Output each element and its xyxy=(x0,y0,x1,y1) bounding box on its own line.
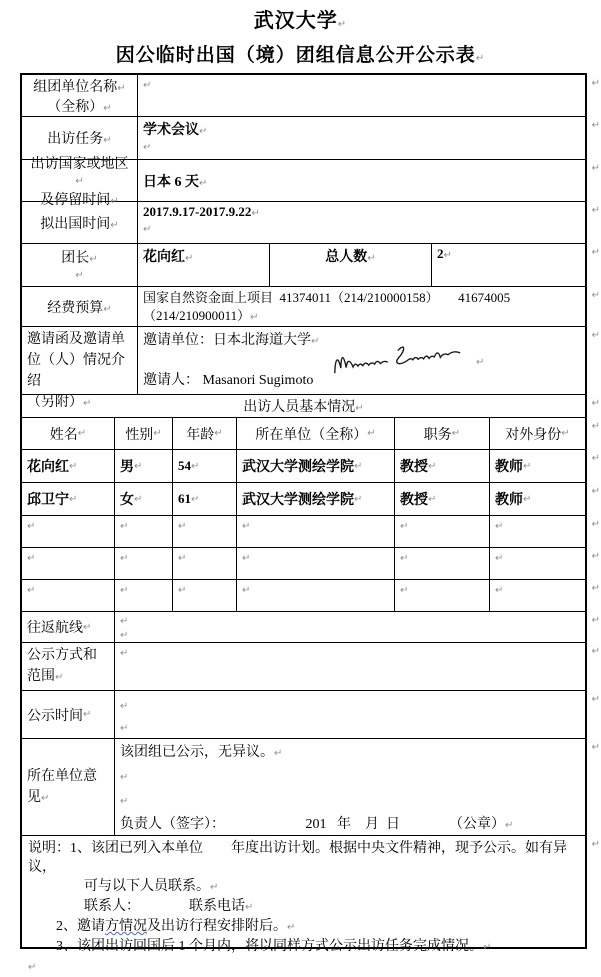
paragraph-mark: ↵ xyxy=(55,672,64,683)
paragraph-mark: ↵ xyxy=(483,942,492,953)
col-header-age xyxy=(173,418,237,449)
departure-date-value: 2017.9.17-2017.9.22 xyxy=(143,204,252,219)
col-header-unit xyxy=(237,418,395,449)
paragraph-mark: ↵ xyxy=(523,493,532,505)
person-name: 花向红 xyxy=(27,460,69,475)
value-publicity-time xyxy=(115,691,585,738)
label-text: 拟出国时间 xyxy=(40,216,111,232)
person-identity: 教师 xyxy=(495,493,523,508)
label-line1: 出访国家或地区 xyxy=(30,156,129,172)
paragraph-mark: ↵ xyxy=(89,254,98,265)
paragraph-mark: ↵ xyxy=(242,553,251,564)
paragraph-mark: ↵ xyxy=(117,82,126,94)
cell-empty xyxy=(173,580,237,611)
col-header-identity xyxy=(490,418,585,449)
paragraph-mark: ↵ xyxy=(110,195,119,207)
label-unit-opinion xyxy=(22,739,115,835)
notes-text-4c: 及出访行程安排附后。 xyxy=(147,919,287,934)
paragraph-mark: ↵ xyxy=(103,135,112,146)
row-leader xyxy=(22,244,600,287)
person-gender: 男 xyxy=(120,460,134,475)
paragraph-mark: ↵ xyxy=(355,403,364,414)
cell-empty xyxy=(237,580,395,611)
notes-line-4 xyxy=(28,917,579,937)
university-title: 武汉大学 xyxy=(253,10,338,32)
label-line2: 位（人）情况介绍 xyxy=(27,353,125,389)
label-line1: 所在单位意 xyxy=(27,768,97,784)
paragraph-mark: ↵ xyxy=(495,553,504,564)
row-end-mark: ↵ xyxy=(591,247,600,258)
personnel-header-row xyxy=(22,418,600,450)
paragraph-mark: ↵ xyxy=(77,428,87,439)
value-group-unit-name xyxy=(138,75,585,116)
paragraph-mark: ↵ xyxy=(242,585,251,596)
row-end-mark: ↵ xyxy=(591,519,600,530)
col-header-name xyxy=(22,418,115,449)
cell-position xyxy=(395,483,490,515)
notes-text-2: 可与以下人员联系。 xyxy=(84,879,210,894)
paragraph-mark: ↵ xyxy=(428,493,437,505)
paragraph-mark: ↵ xyxy=(134,493,143,505)
paragraph-mark: ↵ xyxy=(178,521,187,532)
notes-line-3 xyxy=(28,897,579,917)
row-end-mark: ↵ xyxy=(591,205,600,216)
paragraph-mark: ↵ xyxy=(110,219,119,231)
label-budget xyxy=(22,287,138,326)
cell-empty xyxy=(237,516,395,547)
paragraph-mark: ↵ xyxy=(443,250,452,261)
cell-empty xyxy=(115,516,173,547)
cell-empty xyxy=(395,580,490,611)
cell-unit xyxy=(237,450,395,482)
person-unit: 武汉大学测绘学院 xyxy=(242,460,354,475)
paragraph-mark: ↵ xyxy=(354,460,363,472)
label-line1: 组团单位名称 xyxy=(33,79,118,95)
label-text: 公示时间 xyxy=(27,708,83,724)
paragraph-mark: ↵ xyxy=(27,585,36,596)
value-leader-name xyxy=(138,244,270,286)
inviter-org: 邀请单位：日本北海道大学 xyxy=(143,333,311,348)
cell-empty xyxy=(237,548,395,579)
paragraph-mark: ↵ xyxy=(75,270,84,281)
paragraph-mark: ↵ xyxy=(245,902,254,913)
paragraph-mark: ↵ xyxy=(120,723,129,734)
row-budget xyxy=(22,287,600,327)
header-text: 职务 xyxy=(423,427,452,443)
leader-name: 花向红 xyxy=(143,250,185,265)
paragraph-mark: ↵ xyxy=(27,521,36,532)
notes-text-4a: 2、邀请 xyxy=(56,919,105,934)
paragraph-mark: ↵ xyxy=(120,585,129,596)
label-line2: （全称） xyxy=(47,99,104,115)
cell-empty xyxy=(490,580,585,611)
value-invitation xyxy=(138,327,585,394)
label-publicity-method xyxy=(22,643,115,690)
paragraph-mark: ↵ xyxy=(69,460,78,472)
row-end-mark: ↵ xyxy=(591,839,600,850)
label-publicity-time xyxy=(22,691,115,738)
row-end-mark: ↵ xyxy=(591,742,600,753)
paragraph-mark: ↵ xyxy=(242,521,251,532)
paragraph-mark: ↵ xyxy=(311,336,320,347)
inviter-person: 邀请人： Masanori Sugimoto xyxy=(143,373,314,388)
paragraph-mark: ↵ xyxy=(337,19,348,30)
budget-text2: （214/210900011） xyxy=(143,308,251,323)
paragraph-mark: ↵ xyxy=(178,553,187,564)
person-gender: 女 xyxy=(120,493,134,508)
destination-value: 日本 6 天 xyxy=(143,174,199,190)
paragraph-mark: ↵ xyxy=(191,460,200,472)
row-personnel-section-title xyxy=(22,395,600,418)
section-title-text: 出访人员基本情况 xyxy=(243,400,356,415)
paragraph-mark: ↵ xyxy=(451,428,461,439)
label-destination xyxy=(22,156,138,208)
row-end-mark: ↵ xyxy=(591,120,600,131)
total-count-label: 总人数 xyxy=(325,250,368,265)
cell-empty xyxy=(22,548,115,579)
budget-line2 xyxy=(143,307,580,327)
paragraph-mark: ↵ xyxy=(199,126,208,137)
paragraph-mark: ↵ xyxy=(27,553,36,564)
notes-text-1: 说明：1、该团已列入本单位 年度出访计划。根据中央文件精神，现予公示。如有异议， xyxy=(28,841,567,875)
value-departure-date xyxy=(138,202,585,243)
person-identity: 教师 xyxy=(495,460,523,475)
label-leader xyxy=(22,244,138,286)
opinion-text: 该团组已公示，无异议。 xyxy=(120,745,274,760)
header-text: 对外身份 xyxy=(505,427,562,443)
paragraph-mark: ↵ xyxy=(523,460,532,472)
paragraph-mark: ↵ xyxy=(143,224,152,235)
paragraph-mark: ↵ xyxy=(287,922,296,933)
cell-gender xyxy=(115,450,173,482)
row-end-mark: ↵ xyxy=(591,646,600,657)
row-end-mark: ↵ xyxy=(591,78,600,89)
row-end-mark: ↵ xyxy=(591,583,600,594)
paragraph-mark: ↵ xyxy=(400,585,409,596)
notes-line-2 xyxy=(28,877,579,897)
cell-age xyxy=(173,483,237,515)
row-unit-opinion xyxy=(22,739,600,836)
person-unit: 武汉大学测绘学院 xyxy=(242,493,354,508)
value-route xyxy=(115,612,585,642)
paragraph-mark: ↵ xyxy=(561,428,570,439)
cell-gender xyxy=(115,483,173,515)
cell-empty xyxy=(395,516,490,547)
paragraph-mark: ↵ xyxy=(354,493,363,505)
header-text: 性别 xyxy=(125,427,154,443)
row-publicity-time xyxy=(22,691,600,739)
notes-line-6 xyxy=(28,957,579,977)
paragraph-mark: ↵ xyxy=(178,585,187,596)
notes-text-4b-spellcheck: 方情况 xyxy=(105,919,147,934)
label-group-unit-name xyxy=(22,75,138,116)
paragraph-mark: ↵ xyxy=(83,398,92,409)
paragraph-mark: ↵ xyxy=(475,53,486,64)
cell-unit xyxy=(237,483,395,515)
row-end-mark: ↵ xyxy=(591,694,600,705)
paragraph-mark: ↵ xyxy=(367,253,376,264)
label-route xyxy=(22,612,115,642)
person-name: 邱卫宁 xyxy=(27,493,69,508)
notes-text-5: 3、该团出访回国后 1 个月内，将以同样方式公示出访任务完成情况。 xyxy=(56,939,483,954)
signer-text: 负责人（签字）： 201 年 月 日 （公章） xyxy=(120,817,505,832)
label-text: 出访任务 xyxy=(47,132,104,147)
label-line1: 公示方式和 xyxy=(27,648,97,663)
paragraph-mark: ↵ xyxy=(251,208,260,219)
row-end-mark: ↵ xyxy=(591,290,600,301)
value-publicity-method xyxy=(115,643,585,690)
paragraph-mark: ↵ xyxy=(199,177,208,189)
paragraph-mark: ↵ xyxy=(191,493,200,505)
paragraph-mark: ↵ xyxy=(210,882,219,893)
paragraph-mark: ↵ xyxy=(120,521,129,532)
paragraph-mark: ↵ xyxy=(69,493,78,505)
notes-line-5 xyxy=(28,937,579,957)
signer-line xyxy=(120,813,580,837)
form-title-text: 因公临时出国（境）团组信息公开公示表 xyxy=(115,45,476,66)
label-line2: 见 xyxy=(27,789,41,805)
cell-empty xyxy=(173,516,237,547)
cell-empty xyxy=(490,516,585,547)
paragraph-mark: ↵ xyxy=(400,553,409,564)
paragraph-mark: ↵ xyxy=(120,796,129,807)
label-total-count xyxy=(270,244,432,286)
budget-text1: 国家自然资金面上项目 41374011（214/210000158） 41674005 xyxy=(143,290,511,305)
paragraph-mark: ↵ xyxy=(143,142,152,153)
row-route xyxy=(22,612,600,643)
opinion-line xyxy=(120,741,580,765)
paragraph-mark: ↵ xyxy=(41,792,50,804)
value-total-count xyxy=(432,244,585,286)
paragraph-mark: ↵ xyxy=(83,709,92,720)
header-text: 姓名 xyxy=(49,427,78,443)
value-budget xyxy=(138,287,585,326)
cell-empty xyxy=(395,548,490,579)
value-unit-opinion xyxy=(115,739,585,835)
paragraph-mark: ↵ xyxy=(476,357,485,368)
paragraph-mark: ↵ xyxy=(103,303,112,315)
paragraph-mark: ↵ xyxy=(120,630,129,641)
paragraph-mark: ↵ xyxy=(143,80,152,91)
paragraph-mark: ↵ xyxy=(428,460,437,472)
cell-empty xyxy=(115,580,173,611)
cell-empty xyxy=(22,516,115,547)
budget-line1 xyxy=(143,289,580,307)
paragraph-mark: ↵ xyxy=(367,428,376,439)
paragraph-mark: ↵ xyxy=(505,820,514,831)
paragraph-mark: ↵ xyxy=(185,253,194,264)
person-age: 61 xyxy=(178,491,191,506)
paragraph-mark: ↵ xyxy=(274,748,283,759)
paragraph-mark: ↵ xyxy=(120,701,129,712)
row-notes xyxy=(22,836,600,973)
paragraph-mark: ↵ xyxy=(83,621,92,633)
person-age: 54 xyxy=(178,458,191,473)
header-text: 所在单位（全称） xyxy=(255,427,368,443)
cell-empty xyxy=(490,548,585,579)
page-title xyxy=(0,4,601,33)
cell-empty xyxy=(22,580,115,611)
paragraph-mark: ↵ xyxy=(400,521,409,532)
col-header-position xyxy=(395,418,490,449)
label-line1: 邀请函及邀请单 xyxy=(27,332,125,347)
visit-task-value: 学术会议 xyxy=(143,123,199,138)
value-visit-task xyxy=(138,117,585,159)
row-departure-date xyxy=(22,202,600,244)
cell-identity xyxy=(490,483,585,515)
header-text: 年龄 xyxy=(186,427,215,443)
row-group-unit-name xyxy=(22,75,600,117)
notes-cell xyxy=(22,836,585,973)
notes-text-3: 联系人： 联系电话 xyxy=(84,899,245,914)
cell-empty xyxy=(115,548,173,579)
row-destination xyxy=(22,156,600,208)
row-end-mark: ↵ xyxy=(591,398,600,409)
paragraph-mark: ↵ xyxy=(103,102,112,114)
label-text: 经费预算 xyxy=(47,300,104,316)
label-invitation xyxy=(22,327,138,410)
notes-line-1 xyxy=(28,839,579,877)
label-departure-date xyxy=(22,202,138,243)
row-end-mark: ↵ xyxy=(591,421,600,432)
paragraph-mark: ↵ xyxy=(134,460,143,472)
cell-name xyxy=(22,483,115,515)
cell-empty xyxy=(173,548,237,579)
label-line3: （另附） xyxy=(27,395,83,410)
label-line2: 及停留时间 xyxy=(40,192,111,208)
paragraph-mark: ↵ xyxy=(120,616,129,627)
paragraph-mark: ↵ xyxy=(214,428,223,439)
paragraph-mark: ↵ xyxy=(120,648,129,659)
personnel-row-empty-3 xyxy=(22,580,600,612)
personnel-section-title xyxy=(22,395,585,417)
cell-age xyxy=(173,450,237,482)
label-text: 团长 xyxy=(61,251,90,266)
personnel-row-2 xyxy=(22,483,600,516)
form-table xyxy=(20,73,600,973)
paragraph-mark: ↵ xyxy=(495,585,504,596)
personnel-row-empty-2 xyxy=(22,548,600,580)
cell-name xyxy=(22,450,115,482)
paragraph-mark: ↵ xyxy=(120,772,129,783)
label-line2: 范围 xyxy=(27,669,55,684)
form-title xyxy=(0,40,601,67)
row-end-mark: ↵ xyxy=(591,163,600,174)
row-end-mark: ↵ xyxy=(591,330,600,341)
person-position: 教授 xyxy=(400,460,428,475)
row-end-mark: ↵ xyxy=(591,551,600,562)
paragraph-mark: ↵ xyxy=(250,312,259,323)
paragraph-mark: ↵ xyxy=(495,521,504,532)
personnel-row-1 xyxy=(22,450,600,483)
cell-identity xyxy=(490,450,585,482)
paragraph-mark: ↵ xyxy=(153,428,162,439)
label-text xyxy=(33,76,125,116)
paragraph-mark: ↵ xyxy=(75,175,84,187)
person-position: 教授 xyxy=(400,493,428,508)
row-end-mark: ↵ xyxy=(591,486,600,497)
label-text: 往返航线 xyxy=(27,621,83,636)
col-header-gender xyxy=(115,418,173,449)
total-count-value: 2 xyxy=(437,246,444,261)
value-destination xyxy=(138,160,585,201)
paragraph-mark: ↵ xyxy=(120,553,129,564)
cell-position xyxy=(395,450,490,482)
personnel-row-empty-1 xyxy=(22,516,600,548)
row-publicity-method xyxy=(22,643,600,691)
row-end-mark: ↵ xyxy=(591,453,600,464)
paragraph-mark: ↵ xyxy=(28,962,37,973)
row-end-mark: ↵ xyxy=(591,615,600,626)
